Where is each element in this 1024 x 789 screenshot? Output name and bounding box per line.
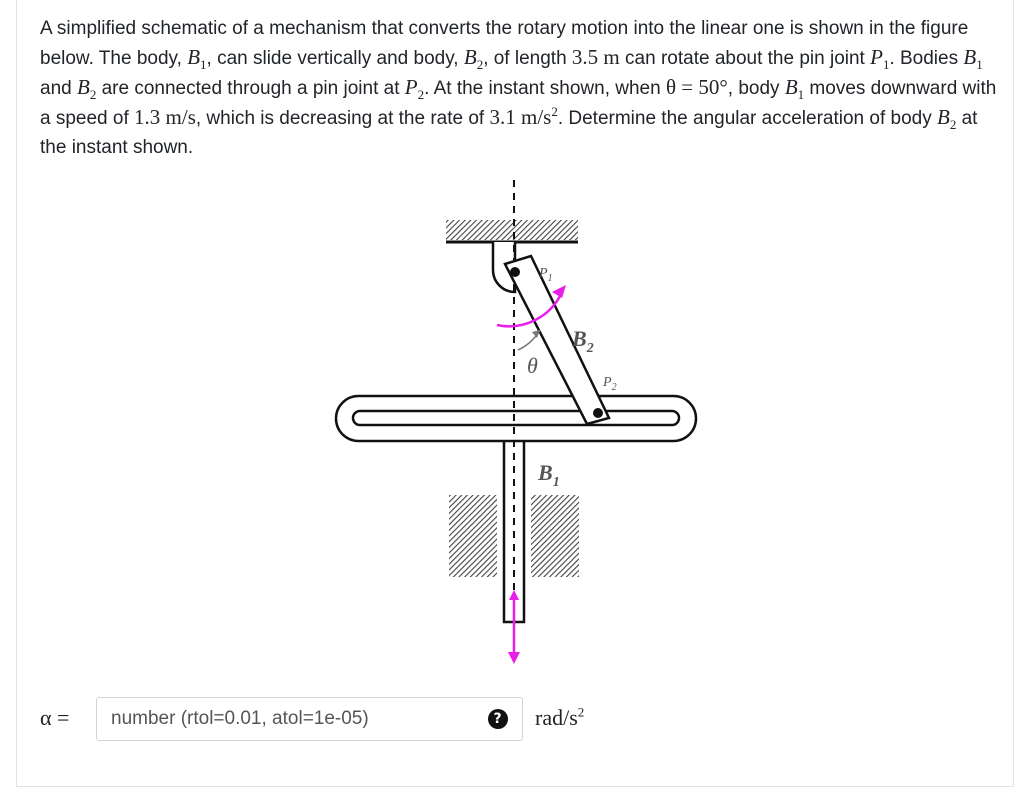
math-b1: $B_1$ <box>784 75 805 103</box>
problem-text: , body <box>727 78 785 99</box>
mechanism-figure <box>320 170 720 670</box>
label-b2: $B_2$ <box>572 326 594 356</box>
math-b1: $B_1$ <box>963 45 983 73</box>
problem-text: . At the instant shown, when <box>424 78 666 99</box>
problem-text: at the instant shown. <box>40 108 978 158</box>
ground-hatch-top <box>446 220 578 240</box>
question-circle-icon: ? <box>488 709 508 729</box>
label-p1: $P_1$ <box>539 266 553 284</box>
label-b1: $B_1$ <box>538 460 560 490</box>
rotation-arrowhead <box>552 285 566 298</box>
answer-row <box>40 697 640 741</box>
answer-unit: rad/$s^2$ <box>535 704 585 730</box>
help-button[interactable] <box>473 697 523 741</box>
math-p1: $P_1$ <box>870 45 890 73</box>
problem-text: , of length <box>483 48 572 69</box>
problem-text: , can slide vertically and body, <box>206 48 464 69</box>
answer-input[interactable] <box>96 697 474 741</box>
math-decel: 3.1 $m/s^2$ <box>489 104 558 129</box>
math-length: 3.5 m <box>571 45 620 69</box>
problem-text: , which is decreasing at the rate of <box>195 108 490 129</box>
guide-left <box>449 495 497 577</box>
math-b2: $B_2$ <box>463 45 484 73</box>
label-theta: θ <box>527 353 538 378</box>
velocity-arrowhead-down <box>508 652 520 664</box>
math-b2: $B_2$ <box>76 75 97 103</box>
problem-text: and <box>40 78 77 99</box>
problem-text: moves downward with a speed of <box>40 78 997 129</box>
math-p2: $P_2$ <box>404 75 425 103</box>
problem-text: can rotate about the pin joint <box>619 48 871 69</box>
math-speed: 1.3 m/s <box>134 105 196 129</box>
math-theta-eq: θ = 50° <box>665 75 728 99</box>
pin-p1 <box>510 267 520 277</box>
math-b1: $B_1$ <box>187 45 207 73</box>
slot-bar-inner <box>353 411 679 425</box>
pin-p2 <box>593 408 603 418</box>
label-p2: $P_2$ <box>603 375 617 393</box>
mechanism-diagram <box>320 170 720 670</box>
guide-right <box>531 495 579 577</box>
problem-text: are connected through a pin joint at <box>96 78 405 99</box>
problem-statement <box>40 14 1000 162</box>
theta-arc-arrowhead <box>532 330 540 338</box>
math-b2: $B_2$ <box>937 105 957 133</box>
problem-text: . Bodies <box>889 48 964 69</box>
answer-label: α = <box>40 705 70 730</box>
problem-text: A simplified schematic of a mechanism that converts the rotary motion into the linear one is shown in the figure below. The body, <box>40 18 969 69</box>
problem-text: . Determine the angular acceleration of body <box>557 108 937 129</box>
